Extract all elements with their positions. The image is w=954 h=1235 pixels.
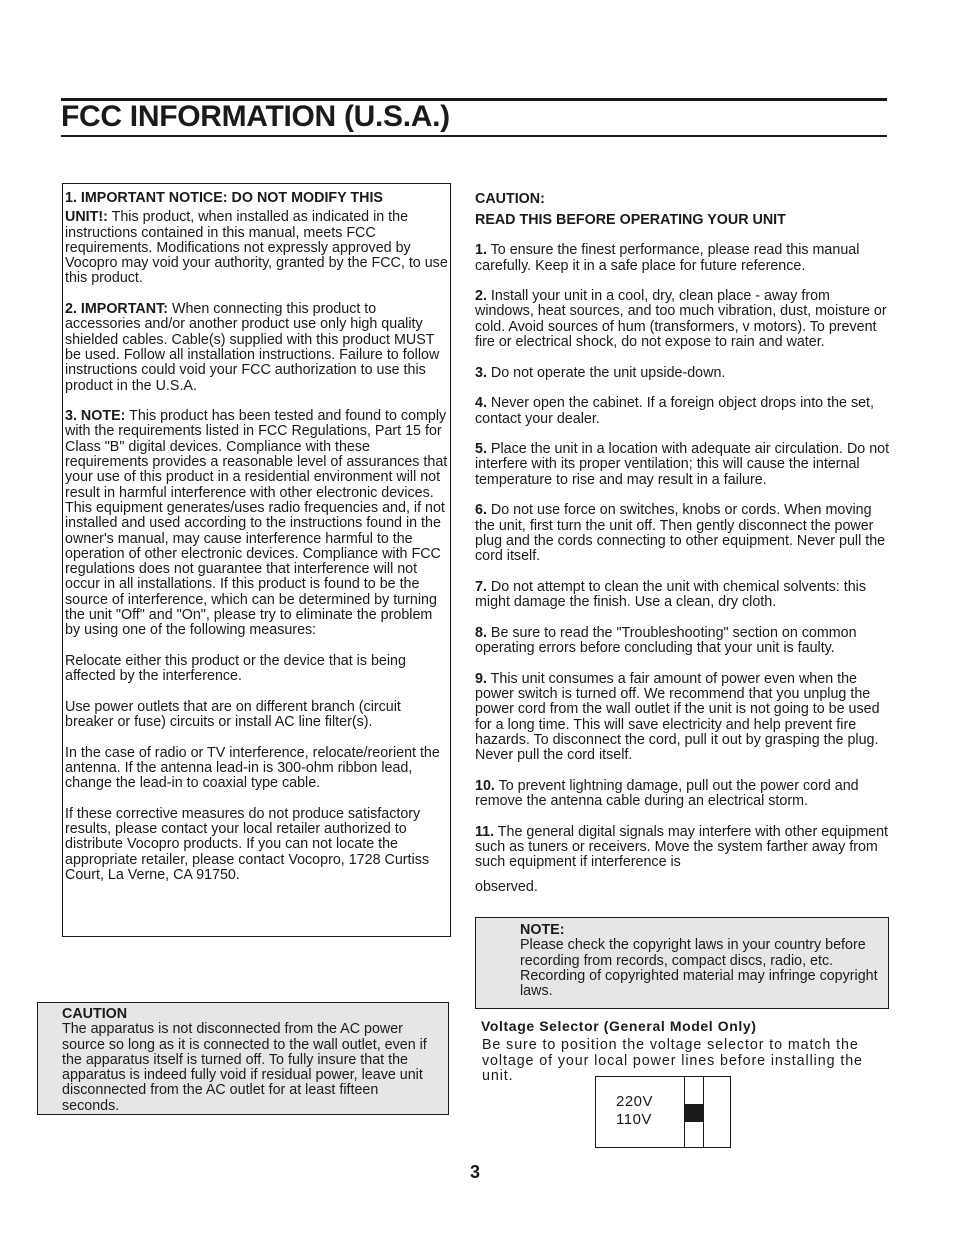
caution-item-number: 6. — [475, 502, 487, 519]
caution-item-number: 8. — [475, 624, 487, 641]
caution-item-text: Be sure to read the "Troubleshooting" section on common operating errors before concluding that your unit is faulty. — [475, 624, 857, 657]
paragraph-text: When connecting this product to accessories and/or another product use only high quality shielded cables. Cable(s) supplied with this product MUST be used. Follow all installation instructions. Failure to follow instructions could void your FCC authorization to use this product in the U.S.A. — [65, 301, 440, 394]
caution-item-number: 2. — [475, 288, 487, 305]
caution-item-text: Install your unit in a cool, dry, clean place - away from windows, heat sources, and too much vibration, dust, moisture or cold. Avoid sources of hum (transformers, v motors). To prevent fire or electrical shock, do not expose to rain and water. — [475, 288, 887, 351]
paragraph-label: 2. IMPORTANT: — [65, 301, 168, 318]
fcc-notice-paragraph-5: Use power outlets that are on different branch (circuit breaker or fuse) circuits or install AC line filter(s). — [65, 698, 401, 731]
fcc-notice-heading: 1. IMPORTANT NOTICE: DO NOT MODIFY THIS — [65, 190, 383, 206]
title-underline — [61, 135, 887, 137]
caution-trailing-text: observed. — [475, 878, 538, 895]
voltage-labels — [616, 1093, 653, 1129]
caution-item-text: Place the unit in a location with adequate air circulation. Do not interfere with its proper ventilation; this will cause the internal temperature to rise and may result in a failure. — [475, 441, 890, 488]
page-title: FCC INFORMATION (U.S.A.) — [61, 100, 450, 133]
paragraph-label: UNIT!: — [65, 209, 108, 226]
voltage-option-110v: 110V — [616, 1111, 652, 1128]
fcc-notice-paragraph-3 — [65, 409, 448, 638]
caution-item — [475, 580, 890, 611]
note-box — [475, 917, 889, 1009]
page-number: 3 — [470, 1162, 481, 1182]
caution-item-number: 4. — [475, 395, 487, 412]
caution-item-number: 11. — [475, 823, 495, 840]
caution-item — [475, 626, 890, 657]
ac-caution-text: The apparatus is not disconnected from the AC power source so long as it is connected to the wall outlet, even if the apparatus itself is turned off. To fully insure that the apparatus is indeed fully void if residual power, leave unit disconnected from the AC outlet for at least fifteen seconds. — [62, 1021, 427, 1114]
caution-item-text: To prevent lightning damage, pull out the power cord and remove the antenna cable during an electrical storm. — [475, 777, 859, 809]
caution-item — [475, 825, 890, 871]
voltage-selector-title: Voltage Selector (General Model Only) — [481, 1018, 757, 1034]
caution-item — [475, 503, 890, 564]
caution-item — [475, 243, 890, 274]
caution-item-text: Do not use force on switches, knobs or cords. When moving the unit, first turn the unit off. Then gently disconnect the power plug and the cords connecting to other equipment. Never pull the cord itself. — [475, 502, 886, 565]
caution-item-number: 1. — [475, 242, 487, 259]
caution-item-text: This unit consumes a fair amount of power even when the power switch is turned off. We recommend that you unplug the power cord from the wall outlet if the unit is not going to be used for a long time. This will save electricity and help prevent fire hazards. To disconnect the cord, pull it out by grasping the plug. Never pull the cord itself. — [475, 670, 880, 764]
voltage-option-220v: 220V — [616, 1093, 654, 1110]
caution-item — [475, 672, 890, 764]
operating-caution-subheading: READ THIS BEFORE OPERATING YOUR UNIT — [475, 212, 786, 228]
caution-item-text: Do not operate the unit upside-down. — [486, 364, 726, 381]
caution-item-text: The general digital signals may interfere with other equipment such as tuners or receivers. Move the system farther away from such equipment if interference is — [475, 823, 889, 871]
caution-item-number: 10. — [475, 777, 495, 794]
fcc-notice-paragraph-6: In the case of radio or TV interference, relocate/reorient the antenna. If the antenna lead-in is 300-ohm ribbon lead, change the lead-in to coaxial type cable. — [65, 744, 440, 792]
caution-item — [475, 779, 890, 810]
paragraph-text: This product has been tested and found to comply with the requirements listed in FCC Regulations, Part 15 for Class "B" digital devices. Compliance with these requirements provides a reasonable level of assurances that your use of this product in a residential environment will not result in harmful interference with other electronic devices. This equipment generates/uses radio frequencies and, if not installed and used according to the instructions found in the owner's manual, may cause interference harmful to the operation of other electronic devices. Compliance with FCC regulations does not guarantee that interference will not occur in all installations. If this product is found to be the source of interference, which can be determined by turning the unit "Off" and "On", please try to eliminate the problem by using one of the following measures: — [65, 408, 448, 639]
operating-caution-section — [475, 190, 890, 895]
paragraph-text: This product, when installed as indicated in the instructions contained in this manual, meets FCC requirements. Modifications not expressly approved by Vocopro may void your authority, granted by the FCC, to use this product. — [65, 209, 448, 287]
note-text: Please check the copyright laws in your country before recording from records, compact discs, radio, etc. Recording of copyrighted material may infringe copyright laws. — [520, 937, 878, 1000]
voltage-selector-text: Be sure to position the voltage selector to match the voltage of your local power lines before installing the unit. — [482, 1037, 863, 1084]
fcc-notice-box — [62, 183, 451, 937]
caution-list — [475, 243, 890, 870]
caution-item — [475, 366, 890, 381]
paragraph-label: 3. NOTE: — [65, 408, 126, 425]
selector-switch-track — [684, 1076, 704, 1148]
caution-item — [475, 442, 890, 488]
ac-caution-box — [37, 1002, 449, 1115]
note-heading: NOTE: — [520, 922, 565, 938]
caution-item-number: 9. — [475, 670, 487, 687]
ac-caution-heading: CAUTION — [62, 1006, 128, 1022]
fcc-notice-paragraph-4: Relocate either this product or the device that is being affected by the interference. — [65, 652, 406, 685]
fcc-notice-paragraph-2 — [65, 302, 448, 394]
caution-item — [475, 396, 890, 427]
fcc-notice-paragraph-7: If these corrective measures do not produce satisfactory results, please contact your local retailer authorized to distribute Vocopro products. If you can not locate the appropriate retailer, please contact Vocopro, 1728 Curtiss Court, La Verne, CA 91750. — [65, 805, 429, 884]
caution-item-text: To ensure the finest performance, please read this manual carefully. Keep it in a safe place for future reference. — [475, 242, 860, 274]
caution-item-text: Do not attempt to clean the unit with chemical solvents: this might damage the finish. Use a clean, dry cloth. — [475, 578, 866, 611]
caution-item — [475, 289, 890, 350]
caution-item-number: 3. — [475, 364, 487, 381]
voltage-selector-diagram — [595, 1076, 731, 1148]
operating-caution-heading: CAUTION: — [475, 191, 545, 207]
caution-item-number: 7. — [475, 578, 487, 595]
caution-item-number: 5. — [475, 441, 487, 458]
caution-item-text: Never open the cabinet. If a foreign object drops into the set, contact your dealer. — [475, 395, 874, 427]
fcc-notice-paragraph-1 — [65, 210, 448, 286]
selector-switch-knob — [685, 1104, 703, 1122]
